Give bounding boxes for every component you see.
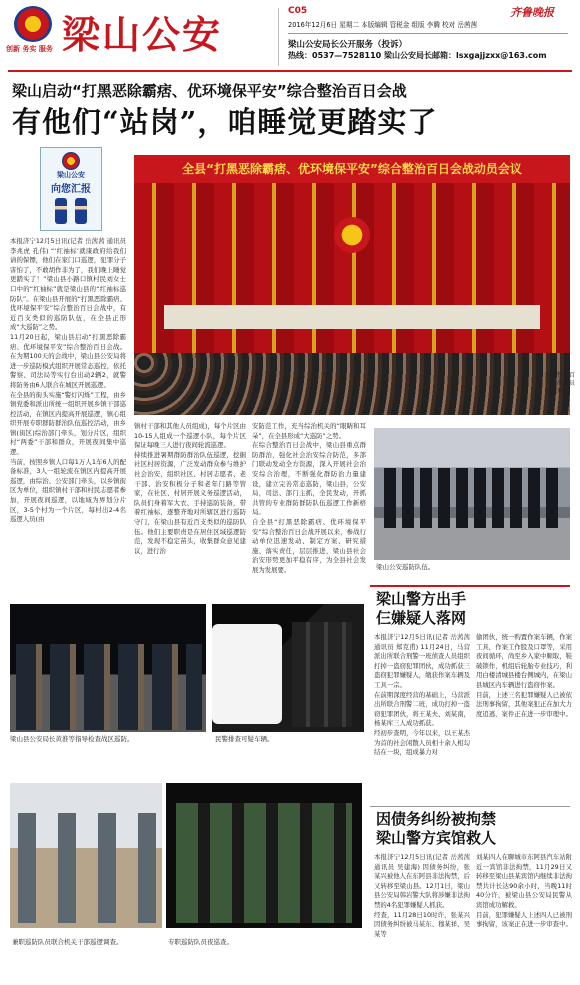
lead-column-2: 镇村干部和其他人员组成)，每个片区由10-15人组成一个巡逻小队，每个片区保证每晚三人进行夜间轮流巡逻。 持续推进暑期群防群治队伍巡逻，挖掘社区村居资源，广泛发动群众参与维护社会治安，组织社区、村居志愿者、老干部、治安积极分子和老年门路等管家，在社区、村居开展义务巡逻活动，队员们身着军大衣、手持巡防装备，带着红袖标，逐整齐地对所辖区进行巡防守门，在梁山县有近百支类似的巡防队伍。他们主要职责是在居住区域巡逻防范，发现不稳定苗头，收集群众意见建议，进行治 <box>134 422 246 555</box>
national-emblem-icon <box>334 217 370 253</box>
night-patrol-photo <box>166 783 362 928</box>
vehicle-check-photo <box>212 604 364 732</box>
story3-column-2: 刘某四人在聊城市东阿县汽车站附近一宾馆非法拘禁，11月29日又转移至梁山县某宾馆内继续非法拘禁共计长达90余小时，当晚11时40分许，被梁山县公安局民警从宾馆成功解救。 目前，犯罪嫌疑人上述四人已被刑事拘留，该案正在进一步审查中。 <box>476 853 572 929</box>
story3-headline: 因债务纠纷被拘禁 梁山警方宾馆救人 <box>376 810 497 847</box>
meeting-banner: 全县“打黑恶除霸痞、优环境保平安”综合整治百日会战动员会议 <box>134 155 570 183</box>
lead-headline: 有他们“站岗”，咱睡觉更踏实了 <box>12 105 438 139</box>
officer-icon <box>55 198 67 224</box>
patrol-members <box>18 813 158 923</box>
podium-table <box>164 305 540 329</box>
report-badge <box>40 147 102 231</box>
story3-column-1: 本报济宁12月5日讯(记者 岳茜茜 通讯员 吴建海) 因债务纠纷，张某兴被他人在东阿县非法拘禁，后又转移至梁山县。12月1日，梁山县公安局韩岩警大队将涉嫌非法拘禁的4名犯罪嫌疑人抓获。 经查，11月28日10时许，张某兴因债务纠纷被马某东、穆某祥、吴某等 <box>374 853 470 938</box>
masthead-slogan: 创新 务实 服务 <box>6 45 53 53</box>
officers-group <box>16 644 202 730</box>
photo-caption-4: 专职巡防队员夜巡查。 <box>168 938 233 946</box>
badge-figures <box>41 198 101 224</box>
officers <box>292 622 352 727</box>
story3-rule <box>370 806 570 807</box>
header-rule <box>288 33 568 34</box>
page-code: C05 <box>288 6 308 16</box>
badge-emblem-icon <box>62 152 80 170</box>
story2-column-1: 本报济宁12月5日讯(记者 岳茜茜 通讯员 郑克甫) 11月24日，马营派出所联合刑警一班侦查人员组织打掉一盗窃犯罪团伙，成功抓获三盗窃犯罪嫌疑人，缴获作案车辆及工具一宗。 在前期深度经营的基础上，马营派出所联合刑警二班，成功打掉一盗窃犯罪团伙，将王某夫、刘某南，杨某库三人成功抓获。 经初步查明，今年以来，以王某杰为首的社会闲散人员相十余人相勾结在一块，组成暴力对 <box>374 633 470 757</box>
badge-text: 向您汇报 <box>51 184 91 195</box>
lead-column-3: 安防范工作，充当综治机关的“眼睛和耳朵”，在全县形成“大巡防”之势。 在综合整治百日会战中，梁山县重点群防群治，强化社会治安综合防范，多部门联动发动全方资源，深入开展社会治安综合治理，不断强化群防治力量建设，建立完善常态巡防，梁山县，公安局，司法、部门主抓，全民发动，开抓共管的专业群防群防队伍巡逻工作新格局。 自全县“打黑恶除霸痞、优环境保平安”综合整治百日会战开展以来，参战行动单位迅速发动、制定方案、研究措施、落实责任，层层推进，梁山县社会治安形势更加平稳有序，为全县社会发展为发展要。 <box>252 422 366 574</box>
joint-patrol-photo <box>10 783 162 928</box>
lead-kicker: 梁山启动“打黑恶除霸痞、优环境保平安”综合整治百日会战 <box>12 82 407 100</box>
inspection-photo <box>10 604 206 732</box>
night-patrol-members <box>176 803 352 923</box>
story2-rule <box>370 585 570 587</box>
story2-column-2: 偷团伙，统一购置作案车辆，作案工具，作案工作股及口罩等，采用夜间循环，尚至乡入家中顺取，鞋破锁作，机组后轮胎专业技巧，利用白楼清城县楼台侧城内，在梁山县城区内车辆进行盗窃作案。 目前，上述三名犯罪嫌疑人已被依法刑事拘留，其他案犯正在加大力度追逃，案件正在进一步审理中。 <box>476 633 572 718</box>
photo-caption-1: 梁山县公安局长黄淮等指导检查战区巡防。 <box>10 735 134 743</box>
badge-title: 梁山公安 <box>57 171 85 179</box>
audience <box>134 353 570 415</box>
meeting-caption: 综合整治百日会战动员会现场。 <box>545 372 576 395</box>
officers-row <box>384 468 564 528</box>
header-divider <box>278 8 279 66</box>
newspaper-name: 齐鲁晚报 <box>510 6 554 19</box>
patrol-team-photo <box>374 428 570 560</box>
service-line-1: 梁山公安局长公开服务（投诉） <box>288 40 408 50</box>
photo-caption-3: 兼职巡防队员联合机关干部巡逻调查。 <box>12 938 123 946</box>
lead-column-1: 本报济宁12月5日讯(记者 岳茜茜 通讯员 李兆虎 孔伟) “‘红袖标’就康政府给我们请的保镖，他们在家门口巡逻，犯罪分子害怕了，不敢胡作非为了，我们晚上睡觉更踏实了！”梁山县小路口镇村民刘女士口中的“红袖标”就是梁山县的“红袖标巡防队”。在梁山县开展的“打黑恶除霸痞、优环境保平安”综合整治百日会战中，有近百支类似的巡防队伍，在全县正形成“大巡防”之势。 11月20日起，梁山县启动“打黑恶除霸痞、优环境保平安”综合整治百日会战。在为期100天的会战中，梁山县公安局将进一步巡防模式组织开展常态巡控，依托警察、司法局等实行台出动2辆2，就警将防务由6人联合在城区开展巡逻。 在全县的街头实施“警灯闪烁”工程，由乡镇党委和派出所统一组织开展乡镇干部巡控活动，在镇区内提高开展巡逻，镇心组织开展专职群防群治队伍巡控活动，由乡镇(街区)综治部门牵头，划分片区，组织村“两委”干部和群众，开展夜间集中巡逻。 当前，按照乡镇人口每1万人1车6人的配备标准，3人一组轮流在镇区内提高开展巡逻，由综治、公安部门牵头，以乡镇街区为单位，组织镇村干部和村民志愿者参加，开展夜间巡逻，以地域为界划分片区，3-5个村为一个片区，每村出2-4名巡逻人员(由 <box>10 237 126 524</box>
date-line: 2016年12月6日 星期二 本版编辑 管税金 组版 李腾 校对 岳茜茜 <box>288 21 478 29</box>
meeting-photo <box>134 155 570 415</box>
car <box>212 624 282 724</box>
story2-headline: 梁山警方出手 仨嫌疑人落网 <box>376 590 467 627</box>
photo-caption-2: 民警排查可疑车辆。 <box>215 735 274 743</box>
masthead-rule <box>8 70 572 72</box>
officer-icon <box>75 198 87 224</box>
patrol-caption: 梁山公安巡防队伍。 <box>376 563 435 571</box>
service-line-2: 热线：0537—7528110 梁山公安局长邮箱：lsxgajjzxx@163.com <box>288 51 547 60</box>
police-emblem-logo <box>14 6 52 42</box>
masthead-title: 梁山公安 <box>62 12 223 57</box>
